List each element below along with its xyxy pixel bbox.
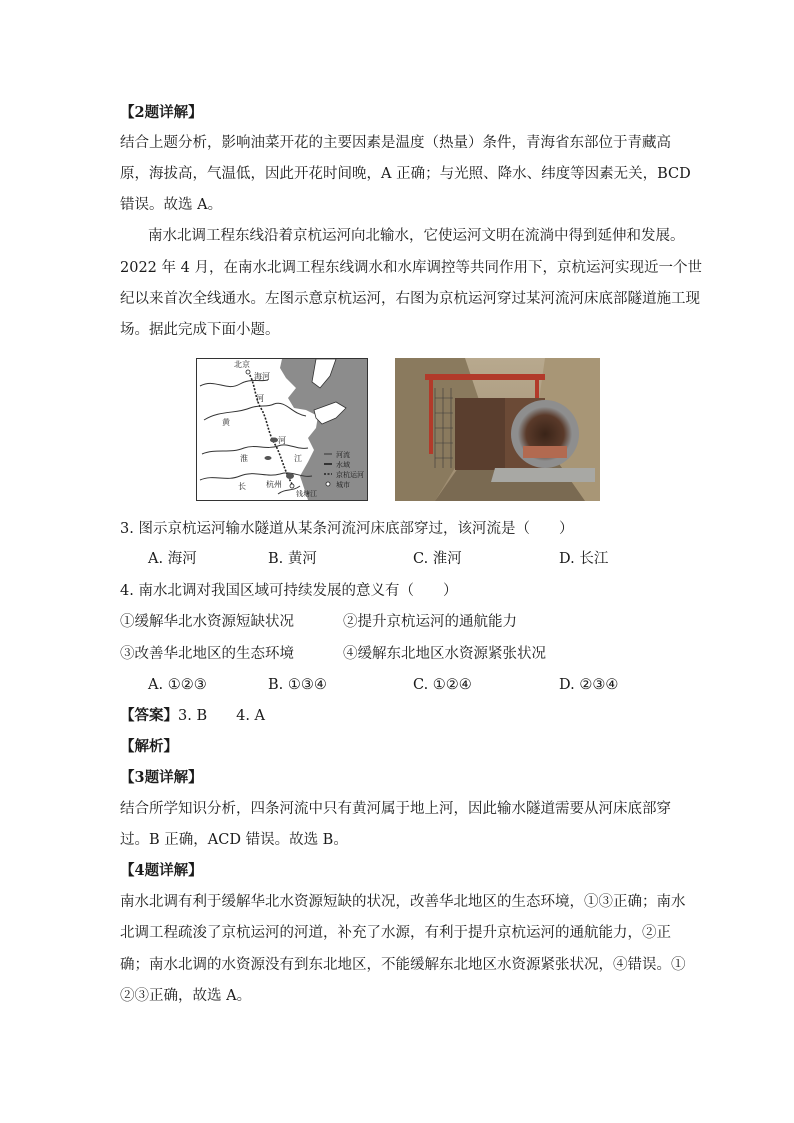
q4-item-3: ③改善华北地区的生态环境 bbox=[120, 646, 294, 662]
q3-option-a: A. 海河 bbox=[148, 551, 197, 567]
intro-line-1: 南水北调工程东线沿着京杭运河向北输水，它使运河文明在流淌中得到延伸和发展。 bbox=[148, 228, 685, 244]
map-label-qiantang: 钱塘江 bbox=[296, 490, 317, 498]
map-label-beijing: 北京 bbox=[234, 360, 250, 369]
q3-detail-heading: 【3题详解】 bbox=[120, 769, 203, 786]
legend-canal: 京杭运河 bbox=[336, 471, 364, 479]
q3-detail-line-2: 过。B 正确，ACD 错误。故选 B。 bbox=[120, 832, 348, 848]
q4-option-b: B. ①③④ bbox=[268, 677, 327, 693]
q4-option-a: A. ①②③ bbox=[148, 677, 207, 693]
q4-option-c: C. ①②④ bbox=[413, 677, 472, 693]
answer-line bbox=[120, 706, 265, 726]
q4-detail-heading: 【4题详解】 bbox=[120, 862, 203, 879]
map-label-haihe: 海河 bbox=[254, 372, 270, 381]
q3-detail-line-1: 结合所学知识分析，四条河流中只有黄河属于地上河，因此输水隧道需要从河床底部穿 bbox=[120, 801, 671, 817]
map-label-he2: 河 bbox=[278, 436, 286, 445]
map-label-chang: 长 bbox=[238, 482, 246, 491]
map-legend bbox=[336, 450, 364, 490]
q4-detail-line-4: ②③正确，故选 A。 bbox=[120, 988, 252, 1004]
q4-detail-line-1: 南水北调有利于缓解华北水资源短缺的状况，改善华北地区的生态环境，①③正确；南水 bbox=[120, 894, 686, 910]
q4-item-1: ①缓解华北水资源短缺状况 bbox=[120, 614, 294, 630]
legend-river: 河流 bbox=[336, 451, 350, 459]
map-label-huang: 黄 bbox=[222, 418, 230, 427]
tunnel-construction-photo bbox=[395, 358, 600, 501]
legend-water: 水域 bbox=[336, 461, 350, 469]
map-label-jiang: 江 bbox=[294, 454, 302, 463]
q4-stem: 4. 南水北调对我国区域可持续发展的意义有（ ） bbox=[120, 583, 458, 599]
q3-option-d: D. 长江 bbox=[559, 551, 609, 567]
intro-line-4: 场。据此完成下面小题。 bbox=[120, 322, 280, 338]
q4-item-2: ②提升京杭运河的通航能力 bbox=[343, 614, 517, 630]
map-label-hangzhou: 杭州 bbox=[266, 480, 282, 489]
intro-line-3: 纪以来首次全线通水。左图示意京杭运河，右图为京杭运河穿过某河流河床底部隧道施工现 bbox=[120, 291, 700, 307]
q4-item-4: ④缓解东北地区水资源紧张状况 bbox=[343, 646, 546, 662]
q2-detail-heading: 【2题详解】 bbox=[120, 104, 203, 121]
legend-city: 城市 bbox=[336, 481, 350, 489]
q4-detail-line-3: 确；南水北调的水资源没有到东北地区，不能缓解东北地区水资源紧张状况，④错误。① bbox=[120, 957, 686, 973]
q4-detail-line-2: 北调工程疏浚了京杭运河的河道，补充了水源，有利于提升京杭运河的通航能力，②正 bbox=[120, 925, 671, 941]
map-label-he: 河 bbox=[256, 394, 264, 403]
q3-stem: 3. 图示京杭运河输水隧道从某条河流河床底部穿过，该河流是（ ） bbox=[120, 521, 574, 537]
q3-option-c: C. 淮河 bbox=[413, 551, 462, 567]
grand-canal-map bbox=[196, 358, 368, 501]
intro-line-2: 2022 年 4 月，在南水北调工程东线调水和水库调控等共同作用下，京杭运河实现近一个世 bbox=[120, 260, 702, 276]
analysis-heading: 【解析】 bbox=[120, 738, 178, 755]
q3-option-b: B. 黄河 bbox=[268, 551, 317, 567]
q4-option-d: D. ②③④ bbox=[559, 677, 619, 693]
q2-detail-line-2: 原，海拔高，气温低，因此开花时间晚，A 正确；与光照、降水、纬度等因素无关，BCD bbox=[120, 166, 691, 182]
q2-detail-line-3: 错误。故选 A。 bbox=[120, 197, 223, 213]
q2-detail-line-1: 结合上题分析，影响油菜开花的主要因素是温度（热量）条件，青海省东部位于青藏高 bbox=[120, 135, 671, 151]
answer-text: 3. B 4. A bbox=[178, 708, 266, 724]
answer-label: 【答案】 bbox=[120, 707, 178, 724]
map-label-huai: 淮 bbox=[240, 454, 248, 463]
